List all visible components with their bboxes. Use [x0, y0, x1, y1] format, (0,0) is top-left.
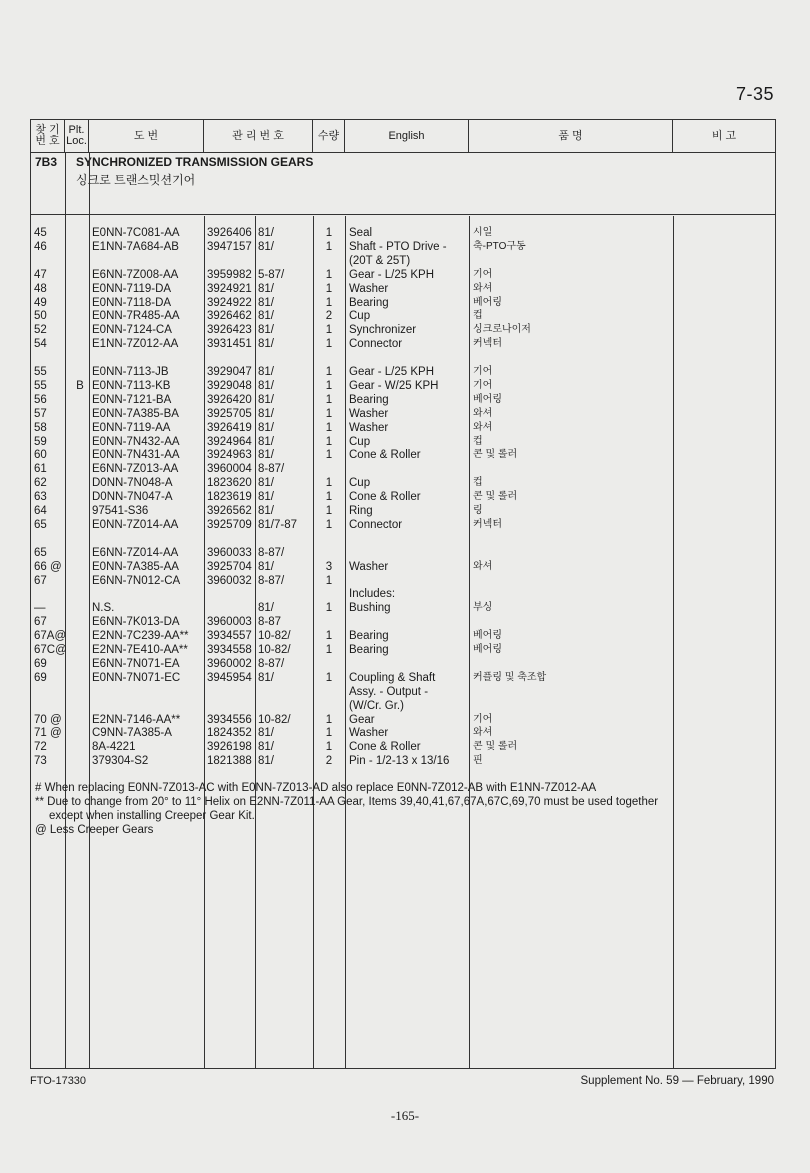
cell-code: 3924922	[207, 296, 252, 309]
cell-item: 55	[34, 379, 47, 392]
cell-kor: 컵	[473, 477, 483, 489]
cell-item: —	[34, 602, 46, 615]
supplement-note: Supplement No. 59 — February, 1990	[580, 1075, 774, 1087]
cell-part: 8A-4221	[92, 741, 136, 754]
cell-qty: 1	[325, 393, 333, 406]
cell-date: 81/	[258, 491, 274, 504]
page-folio: -165-	[390, 1108, 420, 1123]
cell-qty: 1	[325, 671, 333, 684]
cell-qty: 1	[325, 379, 333, 392]
cell-item: 69	[34, 671, 47, 684]
table-row	[31, 462, 775, 476]
cell-eng: Connector	[349, 518, 403, 531]
cell-kor: 핀	[473, 755, 483, 767]
header-part-no: 도 번	[89, 120, 204, 152]
cell-part: E6NN-7Z008-AA	[92, 268, 179, 281]
table-row	[31, 379, 775, 393]
cell-qty: 1	[325, 421, 333, 434]
table-row	[31, 226, 775, 240]
table-row	[31, 282, 775, 296]
cell-kor: 기어	[473, 268, 493, 280]
cell-item: 65	[34, 546, 47, 559]
cell-item: 49	[34, 296, 47, 309]
cell-qty: 1	[325, 282, 333, 295]
cell-kor: 베어링	[473, 393, 502, 405]
cell-date: 8-87	[258, 616, 282, 629]
cell-part: E0NN-7Z014-AA	[92, 518, 179, 531]
header-mgmt-no: 관 리 번 호	[204, 120, 313, 152]
table-row	[31, 504, 775, 518]
cell-item: 69	[34, 657, 47, 670]
cell-code: 1821388	[207, 755, 252, 768]
cell-date: 8-87/	[258, 463, 285, 476]
cell-item: 56	[34, 393, 47, 406]
table-row	[31, 546, 775, 560]
cell-eng: Gear - L/25 KPH	[349, 366, 435, 378]
cell-eng: Gear - L/25 KPH	[349, 268, 435, 281]
cell-part: E1NN-7A684-AB	[92, 240, 179, 253]
cell-eng: Washer	[349, 282, 389, 295]
footnote: # When replacing E0NN-7Z013-AC with E0NN-7Z013-AD also replace E0NN-7Z012-AB with E1NN-7Z012-AA	[35, 782, 597, 794]
cell-eng: Bearing	[349, 630, 389, 643]
cell-date: 8-87/	[258, 657, 285, 670]
cell-item: 67	[34, 616, 47, 629]
footnote: except when installing Creeper Gear Kit.	[49, 810, 255, 822]
cell-part: E0NN-7N432-AA	[92, 435, 180, 448]
cell-code: 3929047	[207, 366, 252, 378]
cell-part: E6NN-7K013-DA	[92, 616, 180, 629]
cell-date: 81/	[258, 449, 274, 462]
footnote: ** Due to change from 20° to 11° Helix on E2NN-7Z011-AA Gear, Items 39,40,41,67,67A,67C,69,70 must be used together	[35, 796, 659, 808]
cell-item: 71 @	[34, 727, 62, 740]
cell-item: 70 @	[34, 713, 62, 726]
cell-code: 3924964	[207, 435, 252, 448]
cell-date: 5-87/	[258, 268, 285, 281]
cell-item: 45	[34, 227, 47, 239]
cell-item: 48	[34, 282, 47, 295]
cell-item: 58	[34, 421, 47, 434]
cell-qty: 1	[325, 518, 333, 531]
table-row	[31, 407, 775, 421]
section-title: SYNCHRONIZED TRANSMISSION GEARS	[76, 155, 314, 169]
cell-qty: 1	[325, 602, 333, 615]
cell-kor: 기어	[473, 379, 493, 391]
cell-kor: 기어	[473, 366, 493, 377]
cell-qty: 2	[325, 310, 333, 323]
cell-code: 3960004	[207, 463, 252, 476]
cell-kor: 기어	[473, 713, 493, 725]
table-row	[31, 574, 775, 588]
cell-code: 1824352	[207, 727, 252, 740]
cell-part: E0NN-7R485-AA	[92, 310, 180, 323]
cell-date: 81/	[258, 741, 274, 754]
table-row	[31, 337, 775, 351]
header-korean-name: 품 명	[469, 120, 673, 152]
table-row	[31, 435, 775, 449]
table-row	[31, 713, 775, 727]
cell-eng: Bearing	[349, 296, 389, 309]
cell-part: E0NN-7N071-EC	[92, 671, 181, 684]
cell-date: 81/	[258, 727, 274, 740]
cell-kor: 베어링	[473, 644, 502, 655]
cell-date: 81/	[258, 366, 274, 378]
section-code: 7B3	[35, 155, 58, 169]
table-row	[31, 490, 775, 504]
table-row	[31, 532, 775, 546]
cell-code: 3934556	[207, 713, 252, 726]
cell-code: 3926462	[207, 310, 252, 323]
cell-date: 8-87/	[258, 574, 285, 587]
cell-code: 3934558	[207, 644, 252, 656]
table-row	[31, 296, 775, 310]
table-row	[31, 615, 775, 629]
table-row	[31, 629, 775, 643]
cell-part: N.S.	[92, 602, 115, 615]
cell-part: E0NN-7113-JB	[92, 366, 169, 378]
table-row	[31, 560, 775, 574]
cell-qty: 1	[325, 268, 333, 281]
cell-item: 67C@	[34, 644, 67, 656]
cell-code: 3960033	[207, 546, 252, 559]
table-row	[31, 685, 775, 699]
cell-code: 3926419	[207, 421, 252, 434]
table-row	[31, 254, 775, 268]
cell-part: E6NN-7Z013-AA	[92, 463, 179, 476]
cell-eng: Bushing	[349, 602, 391, 615]
cell-date: 81/	[258, 338, 274, 351]
cell-item: 73	[34, 755, 47, 768]
cell-eng: Coupling & Shaft	[349, 671, 436, 684]
cell-eng: Bearing	[349, 644, 389, 656]
cell-eng: Connector	[349, 338, 403, 351]
cell-code: 3926406	[207, 227, 252, 239]
cell-date: 81/	[258, 407, 274, 420]
cell-date: 81/	[258, 505, 274, 517]
cell-part: E0NN-7A385-AA	[92, 560, 179, 573]
cell-code: 3925705	[207, 407, 252, 420]
cell-eng: Washer	[349, 421, 389, 434]
cell-part: D0NN-7N047-A	[92, 491, 173, 504]
cell-part: E2NN-7E410-AA**	[92, 644, 188, 656]
cell-item: 50	[34, 310, 47, 323]
cell-item: 55	[34, 366, 47, 378]
cell-code: 3960003	[207, 616, 252, 629]
cell-loc: B	[76, 379, 84, 392]
cell-code: 3959982	[207, 268, 252, 281]
cell-part: D0NN-7N048-A	[92, 477, 173, 490]
table-row	[31, 448, 775, 462]
table-row	[31, 657, 775, 671]
cell-code: 1823619	[207, 491, 252, 504]
cell-qty: 1	[325, 338, 333, 351]
cell-eng: Ring	[349, 505, 373, 517]
cell-date: 10-82/	[258, 630, 291, 643]
cell-kor: 부싱	[473, 602, 493, 614]
section-heading	[31, 152, 775, 215]
cell-eng: Cup	[349, 310, 371, 323]
cell-code: 3929048	[207, 379, 252, 392]
cell-qty: 3	[325, 560, 333, 573]
cell-date: 81/	[258, 755, 274, 768]
cell-qty: 1	[325, 407, 333, 420]
cell-date: 8-87/	[258, 546, 285, 559]
column-rule	[65, 152, 66, 216]
cell-date: 10-82/	[258, 713, 291, 726]
form-number: FTO-17330	[30, 1075, 87, 1087]
cell-item: 52	[34, 324, 47, 337]
cell-item: 67A@	[34, 630, 67, 643]
table-row	[31, 476, 775, 490]
cell-eng: Includes:	[349, 588, 396, 601]
cell-part: E1NN-7Z012-AA	[92, 338, 179, 351]
cell-item: 59	[34, 435, 47, 448]
cell-qty: 1	[325, 296, 333, 309]
cell-qty: 1	[325, 366, 333, 378]
cell-date: 81/	[258, 324, 274, 337]
cell-kor: 시일	[473, 227, 493, 238]
page-number: 7-35	[735, 84, 774, 104]
footnote: @ Less Creeper Gears	[35, 824, 154, 836]
cell-item: 66 @	[34, 560, 62, 573]
cell-part: E0NN-7A385-BA	[92, 407, 179, 420]
parts-table	[30, 119, 776, 1069]
header-remarks: 비 고	[711, 129, 737, 142]
cell-part: E6NN-7Z014-AA	[92, 546, 179, 559]
cell-qty: 1	[325, 240, 333, 253]
cell-qty: 1	[325, 435, 333, 448]
cell-part: E6NN-7N071-EA	[92, 657, 180, 670]
cell-code: 3926562	[207, 505, 252, 517]
cell-date: 81/	[258, 421, 274, 434]
cell-qty: 2	[325, 755, 333, 768]
table-row	[31, 518, 775, 532]
cell-eng: Washer	[349, 560, 389, 573]
cell-part: 97541-S36	[92, 505, 149, 517]
cell-code: 3934557	[207, 630, 252, 643]
cell-eng: Synchronizer	[349, 324, 417, 337]
cell-kor: 와셔	[473, 407, 493, 419]
table-row	[31, 643, 775, 657]
cell-eng: Cone & Roller	[349, 491, 421, 504]
cell-eng: Bearing	[349, 393, 389, 406]
cell-code: 1823620	[207, 477, 252, 490]
cell-code: 3924921	[207, 282, 252, 295]
table-row	[31, 351, 775, 365]
cell-part: E2NN-7C239-AA**	[92, 630, 189, 643]
cell-eng: Cup	[349, 477, 371, 490]
cell-part: E0NN-7119-DA	[92, 282, 172, 295]
table-row	[31, 393, 775, 407]
table-row	[31, 671, 775, 685]
cell-qty: 1	[325, 449, 333, 462]
cell-item: 61	[34, 463, 47, 476]
cell-code: 3925704	[207, 560, 252, 573]
header-qty: 수량	[313, 120, 345, 152]
cell-eng: (W/Cr. Gr.)	[349, 699, 404, 712]
cell-item: 72	[34, 741, 47, 754]
cell-part: E0NN-7113-KB	[92, 379, 171, 392]
cell-qty: 1	[325, 630, 333, 643]
cell-kor: 싱크로나이저	[473, 324, 531, 336]
cell-date: 81/	[258, 393, 274, 406]
cell-eng: Gear - W/25 KPH	[349, 379, 439, 392]
cell-kor: 커넥터	[473, 518, 502, 530]
cell-item: 54	[34, 338, 47, 351]
cell-part: E0NN-7121-BA	[92, 393, 172, 406]
cell-qty: 1	[325, 505, 333, 517]
cell-eng: (20T & 25T)	[349, 254, 411, 267]
cell-date: 81/	[258, 240, 274, 253]
cell-qty: 1	[325, 477, 333, 490]
table-row	[31, 240, 775, 254]
table-row	[31, 754, 775, 768]
header-item-no: 찾 기 번 호	[31, 120, 65, 152]
cell-code: 3924963	[207, 449, 252, 462]
cell-code: 3945954	[207, 671, 252, 684]
cell-qty: 1	[325, 324, 333, 337]
cell-item: 47	[34, 268, 47, 281]
cell-part: E6NN-7N012-CA	[92, 574, 181, 587]
cell-kor: 콘 및 롤러	[473, 449, 518, 461]
column-rule	[89, 152, 90, 216]
cell-qty: 1	[325, 741, 333, 754]
cell-date: 81/	[258, 602, 274, 615]
cell-kor: 와셔	[473, 421, 493, 433]
table-row	[31, 323, 775, 337]
table-row	[31, 726, 775, 740]
cell-kor: 콘 및 롤러	[473, 491, 518, 503]
cell-item: 67	[34, 574, 47, 587]
cell-part: 379304-S2	[92, 755, 149, 768]
cell-eng: Gear	[349, 713, 375, 726]
cell-code: 3926423	[207, 324, 252, 337]
cell-kor: 축-PTO구동	[473, 240, 526, 252]
cell-code: 3926198	[207, 741, 252, 754]
cell-item: 57	[34, 407, 47, 420]
cell-qty: 1	[325, 727, 333, 740]
cell-kor: 와셔	[473, 727, 493, 739]
cell-date: 81/	[258, 379, 274, 392]
table-header	[31, 120, 775, 153]
cell-eng: Cone & Roller	[349, 449, 421, 462]
cell-date: 81/	[258, 296, 274, 309]
table-row	[31, 421, 775, 435]
header-plt-loc: Plt. Loc.	[65, 120, 89, 152]
table-row	[31, 587, 775, 601]
cell-item: 62	[34, 477, 47, 490]
cell-qty: 1	[325, 644, 333, 656]
cell-date: 81/	[258, 282, 274, 295]
table-row	[31, 365, 775, 379]
cell-kor: 링	[473, 505, 483, 516]
cell-date: 81/	[258, 477, 274, 490]
cell-part: E0NN-7C081-AA	[92, 227, 180, 239]
cell-kor: 커넥터	[473, 338, 502, 350]
cell-qty: 1	[325, 713, 333, 726]
cell-kor: 컵	[473, 310, 483, 322]
cell-kor: 베어링	[473, 296, 502, 308]
cell-date: 10-82/	[258, 644, 291, 656]
cell-item: 63	[34, 491, 47, 504]
table-row	[31, 309, 775, 323]
cell-date: 81/	[258, 560, 274, 573]
cell-eng: Cone & Roller	[349, 741, 421, 754]
cell-code: 3947157	[207, 240, 252, 253]
cell-item: 65	[34, 518, 47, 531]
cell-date: 81/	[258, 310, 274, 323]
cell-qty: 1	[325, 227, 333, 239]
cell-kor: 컵	[473, 435, 483, 447]
cell-eng: Pin - 1/2-13 x 13/16	[349, 755, 450, 768]
cell-item: 64	[34, 505, 47, 517]
cell-kor: 커플링 및 축조합	[473, 671, 547, 683]
cell-eng: Washer	[349, 407, 389, 420]
header-english: English	[345, 120, 469, 152]
cell-eng: Washer	[349, 727, 389, 740]
table-row	[31, 740, 775, 754]
cell-part: E0NN-7124-CA	[92, 324, 172, 337]
cell-code: 3926420	[207, 393, 252, 406]
cell-code: 3960002	[207, 657, 252, 670]
cell-date: 81/	[258, 435, 274, 448]
cell-qty: 1	[325, 574, 333, 587]
cell-part: E0NN-7119-AA	[92, 421, 171, 434]
cell-kor: 콘 및 롤러	[473, 741, 518, 753]
cell-item: 60	[34, 449, 47, 462]
cell-part: C9NN-7A385-A	[92, 727, 172, 740]
cell-qty: 1	[325, 491, 333, 504]
table-row	[31, 601, 775, 615]
footnotes	[35, 781, 775, 837]
cell-kor: 와셔	[473, 282, 493, 294]
cell-code: 3931451	[207, 338, 252, 351]
cell-code: 3925709	[207, 518, 252, 531]
cell-date: 81/	[258, 227, 274, 239]
cell-eng: Assy. - Output -	[349, 685, 429, 698]
cell-part: E0NN-7N431-AA	[92, 449, 180, 462]
cell-date: 81/	[258, 671, 274, 684]
cell-eng: Seal	[349, 227, 373, 239]
cell-part: E2NN-7146-AA**	[92, 713, 181, 726]
table-row	[31, 699, 775, 713]
cell-item: 46	[34, 240, 47, 253]
cell-code: 3960032	[207, 574, 252, 587]
cell-eng: Cup	[349, 435, 371, 448]
cell-date: 81/7-87	[258, 518, 298, 531]
cell-kor: 베어링	[473, 630, 502, 642]
section-korean-title: 싱크로 트랜스밋션기어	[76, 173, 196, 187]
cell-eng: Shaft - PTO Drive -	[349, 240, 447, 253]
cell-part: E0NN-7118-DA	[92, 296, 172, 309]
cell-kor: 와셔	[473, 560, 493, 572]
table-row	[31, 268, 775, 282]
